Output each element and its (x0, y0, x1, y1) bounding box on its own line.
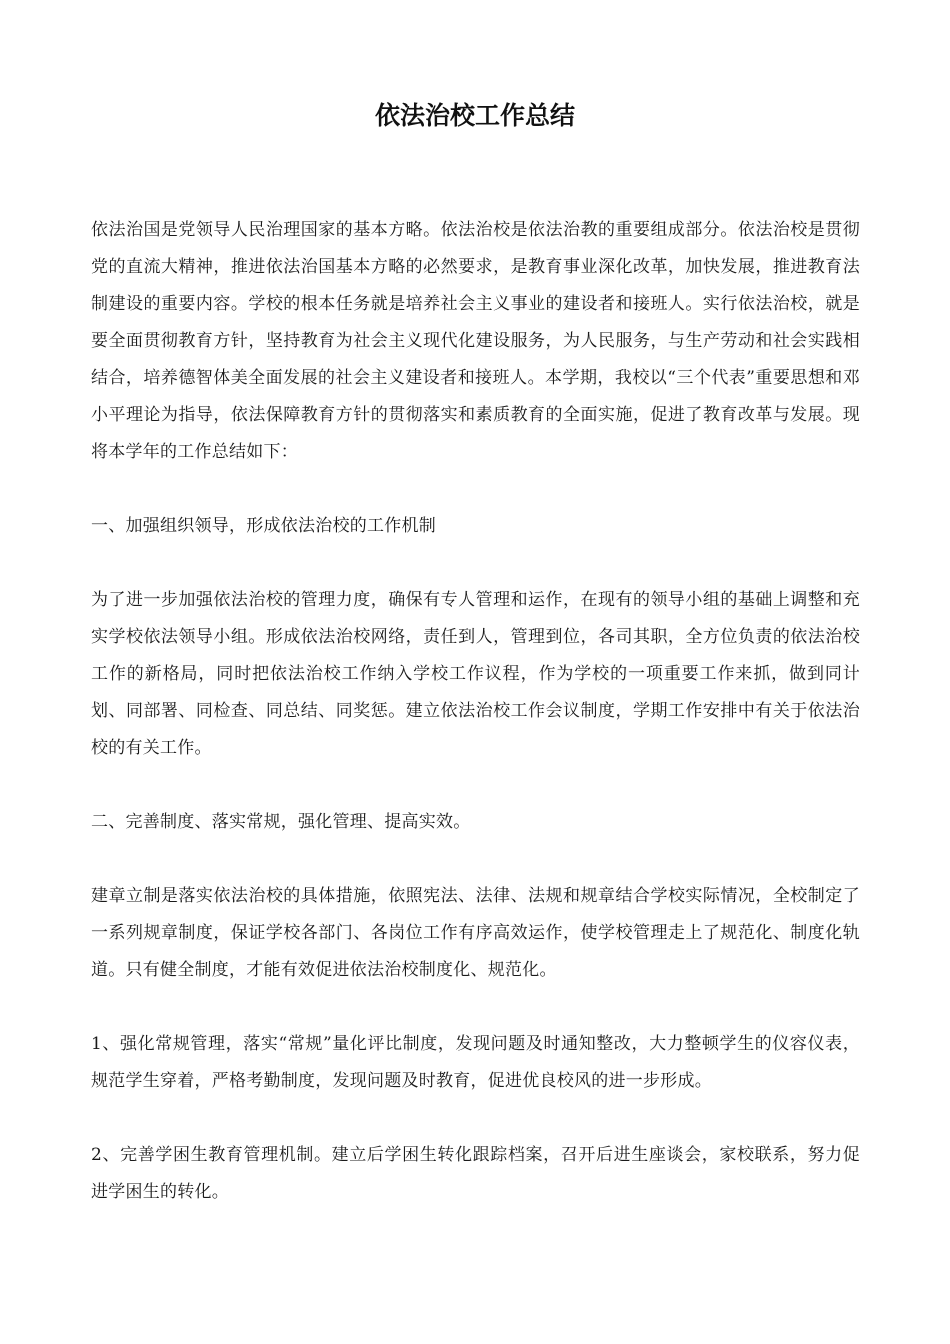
document-body (91, 212, 860, 1211)
section-2-paragraph: 建章立制是落实依法治校的具体措施，依照宪法、法律、法规和规章结合学校实际情况，全校制定了一系列规章制度，保证学校各部门、各岗位工作有序高效运作，使学校管理走上了规范化、制度化轨道。只有健全制度，才能有效促进依法治校制度化、规范化。 (91, 886, 860, 980)
section-heading-2: 二、完善制度、落实常规，强化管理、提高实效。 (91, 812, 471, 832)
paragraph-spacer (91, 989, 860, 1026)
paragraph-spacer (91, 841, 860, 878)
list-item-1: 1、强化常规管理，落实“常规”量化评比制度，发现问题及时通知整改，大力整顿学生的仪容仪表，规范学生穿着，严格考勤制度，发现问题及时教育，促进优良校风的进一步形成。 (91, 1034, 860, 1091)
paragraph-spacer (91, 545, 860, 582)
intro-paragraph: 依法治国是党领导人民治理国家的基本方略。依法治校是依法治教的重要组成部分。依法治校是贯彻党的直流大精神，推进依法治国基本方略的必然要求，是教育事业深化改革，加快发展，推进教育法制建设的重要内容。学校的根本任务就是培养社会主义事业的建设者和接班人。实行依法治校，就是要全面贯彻教育方针，坚持教育为社会主义现代化建设服务，为人民服务，与生产劳动和社会实践相结合，培养德智体美全面发展的社会主义建设者和接班人。本学期，我校以“三个代表”重要思想和邓小平理论为指导，依法保障教育方针的贯彻落实和素质教育的全面实施，促进了教育改革与发展。现将本学年的工作总结如下： (91, 220, 860, 462)
section-heading-1: 一、加强组织领导，形成依法治校的工作机制 (91, 516, 436, 536)
document-title: 依法治校工作总结 (374, 101, 575, 130)
section-1-paragraph: 为了进一步加强依法治校的管理力度，确保有专人管理和运作，在现有的领导小组的基础上调整和充实学校依法领导小组。形成依法治校网络，责任到人，管理到位，各司其职，全方位负责的依法治校工作的新格局，同时把依法治校工作纳入学校工作议程，作为学校的一项重要工作来抓，做到同计划、同部署、同检查、同总结、同奖惩。建立依法治校工作会议制度，学期工作安排中有关于依法治校的有关工作。 (91, 590, 860, 758)
paragraph-spacer (91, 1100, 860, 1137)
paragraph-spacer (91, 471, 860, 508)
list-item-2: 2、完善学困生教育管理机制。建立后学困生转化跟踪档案，召开后进生座谈会，家校联系，努力促进学困生的转化。 (91, 1145, 860, 1202)
paragraph-spacer (91, 767, 860, 804)
